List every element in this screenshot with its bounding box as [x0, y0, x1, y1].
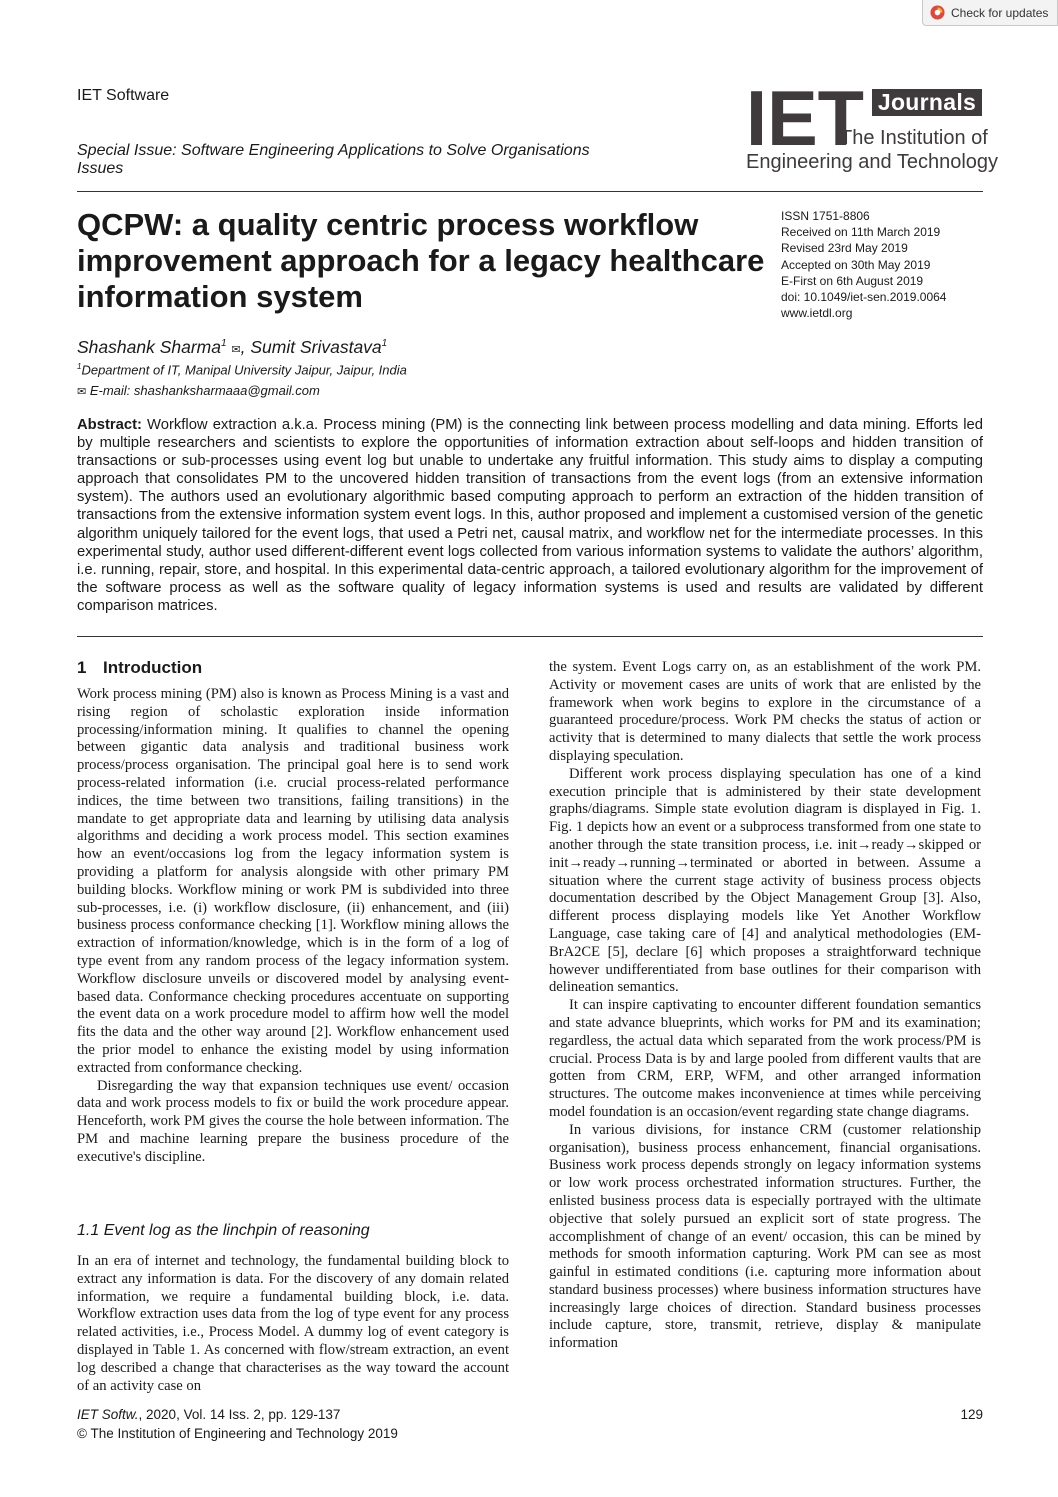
abstract-text: Workflow extraction a.k.a. Process mining (PM) is the connecting link between process modelling and data mining. Efforts led by multiple researchers and scientists to explore the opportunities of information extraction about self-loops and hidden transition of transactions or sub-processes using event log but unable to undertake any fruitful information. This study aims to display a computing approach that consolidates PM to the uncovered hidden transition of transactions from the event logs (from an extensive information system). The authors used an evolutionary algorithmic based computing approach to perform an extraction of the hidden transition of transactions from the extensive information system event logs. In this, author proposed and implement a customised version of the genetic algorithm uniquely tailored for the event logs, that used a Petri net, causal matrix, and workflow net for the intermediate processes. In this experimental study, author used different-different event logs collected from various information systems to validate the authors’ algorithm, i.e. running, repair, store, and hospital. In this experimental data-centric approach, a tailored evolutionary algorithm for the improvement of the software process as well as the software quality of legacy information systems is used and results are validated by different comparison matrices. — [77, 417, 983, 614]
paper-title: QCPW: a quality centric process workflow improvement approach for a legacy healthcare information system — [77, 207, 765, 314]
meta-website[interactable]: www.ietdl.org — [781, 306, 853, 321]
meta-issn: ISSN 1751-8806 — [781, 209, 870, 223]
special-issue: Special Issue: Software Engineering Applications to Solve Organisations Issues — [77, 142, 590, 177]
body-paragraph: Disregarding the way that expansion techniques use event/ occasion data and work process models to fix or build the work procedure appear. Henceforth, work PM gives the course the hole between information. The PM and machine learning prepare the business procedure of the executive's discipline. — [77, 1077, 509, 1165]
affiliation-text: Department of IT, Manipal University Jaipur, Jaipur, India — [81, 362, 407, 378]
svg-text:IET: IET — [746, 87, 864, 147]
left-column-continued — [77, 1253, 509, 1395]
meta-accepted: Accepted on 30th May 2019 — [781, 257, 931, 272]
journal-name: IET Software — [77, 87, 170, 104]
body-paragraph: In various divisions, for instance CRM (customer relationship organisation), business process enhancement, financial organisations. Business work process depends strongly on legacy information systems or low work process orchestrated information structures. Further, the enlisted business process data is especially portrayed with the ultimate objective that solely pursued an explicit sort of state progress. The accomplishment of change of an event/ occasion, this can be mined by methods for smooth information capturing. Work PM can see as most gainful in estimated conditions (i.e. capturing more information about standard business processes) where business information structures have increasingly large choices of direction. Standard business processes include capture, store, transmit, retrieve, display & manipulate information — [549, 1121, 981, 1352]
body-paragraph: In an era of internet and technology, the fundamental building block to extract any information is data. For the discovery of any domain related information, we require a fundamental building block, i.e. data. Workflow extraction uses data from the log of type event for any process related activities, i.e., Process Model. A dummy log of event category is displayed in Table 1. As concerned with flow/stream extraction, an event log described a change that characterises as the way toward the account of an activity case on — [77, 1253, 509, 1394]
check-for-updates-button[interactable] — [922, 0, 1058, 26]
logo-line-1: The Institution of — [840, 127, 988, 149]
left-column — [77, 686, 509, 1167]
subsection-heading: 1.1 Event log as the linchpin of reasoning — [77, 1222, 370, 1239]
author-separator: , — [240, 337, 251, 357]
footer-citation — [77, 1407, 340, 1422]
header-rule — [77, 191, 983, 192]
author-2-affil: 1 — [381, 338, 388, 350]
body-paragraph: Work process mining (PM) also is known as Process Mining is a vast and rising region of scholastic exploration inside information processing/information mining. It qualifies to channel the opening between gigantic data analysis and traditional business work process/process organisation. The principal goal here is to send work process-related information (i.e. crucial process-related performance indices, the time between two transitions, failing transitions) in the mandate to get appropriate data and learning by utilising data analysis algorithms and deciding a work process model. This section examines how an event/occasions log from the legacy information system is providing a platform for analysis alongside with other primary PM building blocks. Workflow mining or work PM is subdivided into three sub-processes, i.e. (i) workflow disclosure, (ii) enhancement, and (iii) business process conformance checking [1]. Workflow mining allows the extraction of information/knowledge, which is in the form of a log of type event from any random process of the legacy information system. Workflow disclosure unveils or discovered model by analysing event-based data. Conformance checking procedures accentuate on supporting the event data on a work procedure model to affirm how well the model fits the data and the other way around [2]. Workflow enhancement used the prior model to enhance the existing model by using information extracted from conformance checking. — [77, 686, 509, 1076]
section-heading — [77, 658, 202, 678]
envelope-icon: ✉ — [231, 344, 241, 356]
author-2: Sumit Srivastava — [250, 337, 382, 357]
iet-logo — [746, 87, 999, 177]
affiliation — [77, 362, 407, 377]
crossmark-icon — [930, 5, 945, 20]
meta-received: Received on 11th March 2019 — [781, 225, 941, 240]
journals-label: Journals — [872, 89, 982, 116]
meta-revised: Revised 23rd May 2019 — [781, 241, 908, 256]
page-number: 129 — [960, 1407, 983, 1422]
author-1: Shashank Sharma — [77, 337, 221, 357]
body-paragraph: Different work process displaying speculation has one of a kind execution principle that is administered by their state development graphs/diagrams. Simple state evolution diagram is displayed in Fig. 1. Fig. 1 depicts how an event or a subprocess transformed from one state to another through the state transition process, i.e. init→ready→skipped or init→ready→running→terminated or aborted in between. Assume a situation where the current stage activity of business process objects documentation described by the Object Management Group [3]. Also, different process displaying models like Yet Another Workflow Language, case taking care of [4] and analytical methodologies (EM-BrA2CE [5], declare [6] which proposes a straightforward technique however undifferentiated from base outlines for their comparison with delineation semantics. — [549, 765, 981, 996]
email-line — [77, 383, 320, 398]
affiliation-number: 1 — [77, 362, 82, 371]
article-meta — [781, 208, 991, 321]
footer-volume: , 2020, Vol. 14 Iss. 2, pp. 129-137 — [138, 1407, 341, 1422]
footer-journal: IET Softw. — [77, 1407, 139, 1422]
meta-efirst: E-First on 6th August 2019 — [781, 273, 924, 288]
right-column — [549, 659, 981, 1353]
section-number: 1 — [77, 658, 87, 677]
envelope-icon: ✉ — [77, 386, 87, 398]
body-paragraph: It can inspire captivating to encounter different foundation semantics and state advance blueprints, which works for PM and its examination; regardless, the actual data which separated from the work process/PM is crucial. Process Data is by and large pooled from different vaults that are gotten from CRM, ERP, WFM, and other arranged information structures. The outcome makes inconvenience at times while perceiving model foundation is an occasion/event regarding state change diagrams. — [549, 997, 981, 1120]
check-for-updates-label: Check for updates — [951, 5, 1049, 20]
abstract-rule — [77, 636, 983, 637]
abstract-label: Abstract: — [77, 417, 142, 433]
body-paragraph: the system. Event Logs carry on, as an establishment of the work PM. Activity or movement cases are units of work that are enlisted by the framework when work begins to explore in the circumstance of a guaranteed procedure/process. Work PM checks the status of action or activity that is determined to many dialects that settle the work process displaying speculation. — [549, 659, 981, 764]
meta-doi[interactable]: doi: 10.1049/iet-sen.2019.0064 — [781, 290, 947, 305]
footer-copyright: © The Institution of Engineering and Technology 2019 — [77, 1426, 398, 1441]
section-title: Introduction — [103, 658, 203, 677]
logo-line-2: Engineering and Technology — [746, 151, 999, 173]
authors — [77, 337, 387, 358]
abstract — [77, 416, 983, 615]
email-text[interactable]: E-mail: shashanksharmaaa@gmail.com — [89, 383, 320, 398]
author-1-affil: 1 — [220, 338, 227, 350]
